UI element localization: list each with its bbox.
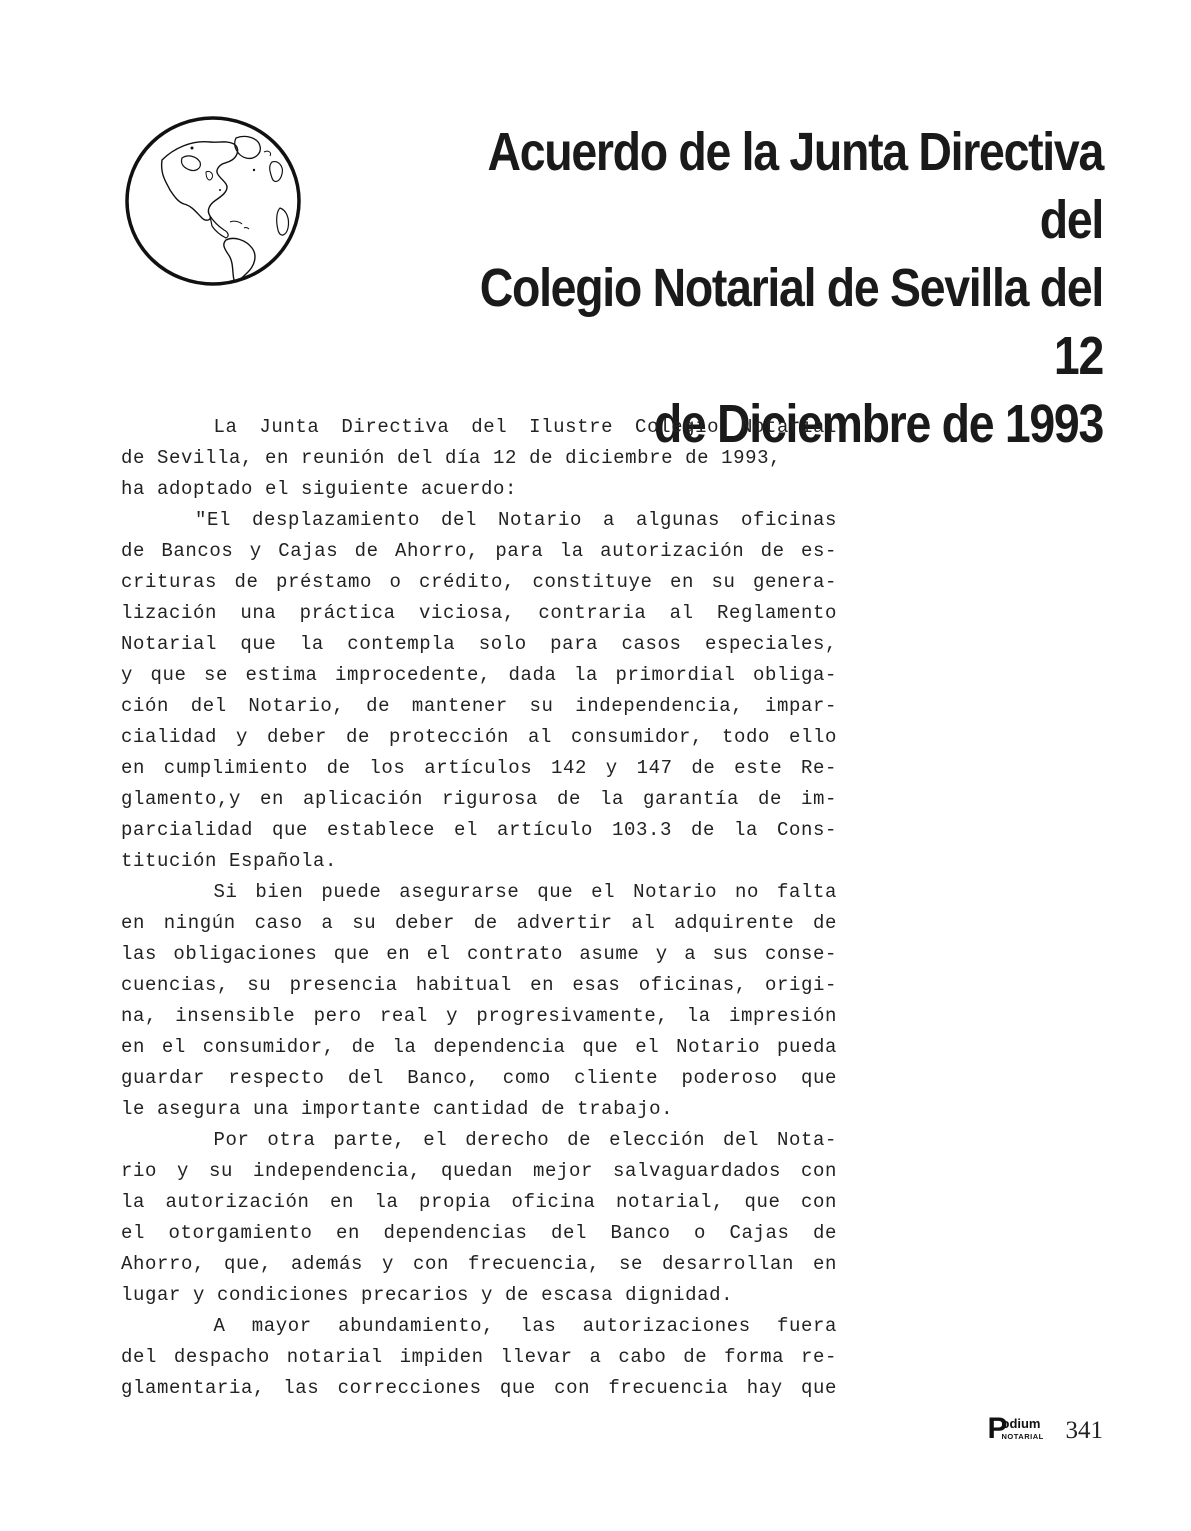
body-line: rio y su independencia, quedan mejor salvaguardados con [121,1160,837,1182]
title-line: Acuerdo de la Junta Directiva del [487,122,1103,250]
body-line: titución Española. [121,850,338,872]
page-number: 341 [1065,1417,1103,1444]
body-line: de Sevilla, en reunión del día 12 de diciembre de 1993, [121,447,782,469]
title-line: Colegio Notarial de Sevilla del 12 [479,258,1104,386]
body-line: lización una práctica viciosa, contraria al Reglamento [121,602,837,624]
body-line: guardar respecto del Banco, como cliente poderoso que [121,1067,837,1089]
body-line: Ahorro, que, además y con frecuencia, se desarrollan en [121,1253,837,1275]
body-line: de Bancos y Cajas de Ahorro, para la autorización de es- [121,540,837,562]
title-line: de Diciembre de 1993 [653,394,1103,454]
logo-word-bottom: NOTARIAL [1001,1432,1044,1441]
globe-americas-icon [122,112,304,290]
body-line: ción del Notario, de mantener su independencia, impar- [121,695,837,717]
logo-word-top: odium [1001,1416,1041,1431]
body-line: ha adoptado el siguiente acuerdo: [121,478,518,500]
body-line: parcialidad que establece el artículo 103.3 de la Cons- [121,819,837,841]
logo-letter: P [987,1412,1008,1445]
body-line: en cumplimiento de los artículos 142 y 147 de este Re- [121,757,837,779]
body-line: lugar y condiciones precarios y de escasa dignidad. [121,1284,734,1306]
body-line: Si bien puede asegurarse que el Notario no falta [213,881,837,903]
document-body [121,412,837,1404]
body-line: cialidad y deber de protección al consumidor, todo ello [121,726,837,748]
body-line: La Junta Directiva del Ilustre Colegio Notarial [213,416,837,438]
body-line: las obligaciones que en el contrato asume y a sus conse- [121,943,837,965]
body-line: A mayor abundamiento, las autorizaciones fuera [213,1315,837,1337]
body-line: glamentaria, las correcciones que con frecuencia hay que [121,1377,837,1399]
body-line: en ningún caso a su deber de advertir al adquirente de [121,912,837,934]
body-line: glamento,y en aplicación rigurosa de la garantía de im- [121,788,837,810]
body-line: y que se estima improcedente, dada la primordial obliga- [121,664,837,686]
podium-notarial-logo [988,1414,1044,1444]
body-line: en el consumidor, de la dependencia que el Notario pueda [121,1036,837,1058]
page-footer [988,1414,1104,1444]
body-line: el otorgamiento en dependencias del Banco o Cajas de [121,1222,837,1244]
body-line: Notarial que la contempla solo para casos especiales, [121,633,837,655]
body-line: cuencias, su presencia habitual en esas oficinas, origi- [121,974,837,996]
body-line: crituras de préstamo o crédito, constituye en su genera- [121,571,837,593]
body-line: del despacho notarial impiden llevar a cabo de forma re- [121,1346,837,1368]
body-line: le asegura una importante cantidad de trabajo. [121,1098,674,1120]
body-line: na, insensible pero real y progresivamente, la impresión [121,1005,837,1027]
document-title [449,118,1103,458]
body-line: la autorización en la propia oficina notarial, que con [121,1191,837,1213]
body-line: "El desplazamiento del Notario a algunas oficinas [195,509,837,531]
body-line: Por otra parte, el derecho de elección del Nota- [213,1129,837,1151]
